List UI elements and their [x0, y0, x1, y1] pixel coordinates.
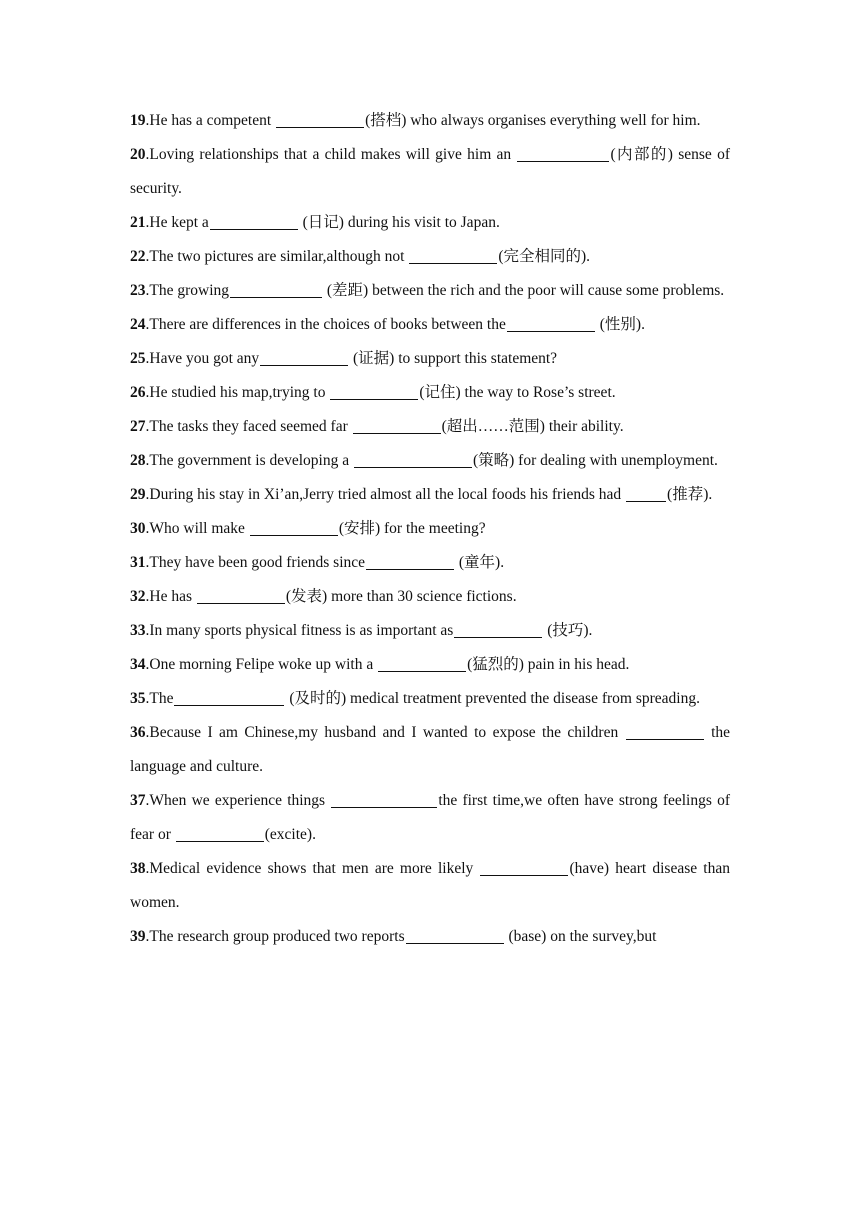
answer-blank[interactable]: [354, 449, 472, 468]
answer-blank[interactable]: [176, 823, 264, 842]
question-23: [130, 274, 730, 308]
question-number: 19: [130, 112, 146, 129]
question-text-after: (搭档) who always organises everything well for him.: [365, 112, 701, 129]
question-text-before: .Have you got any: [145, 350, 260, 367]
answer-blank[interactable]: [366, 551, 454, 570]
question-25: [130, 342, 730, 376]
answer-blank[interactable]: [378, 653, 466, 672]
question-text-before: .They have been good friends since: [145, 554, 366, 571]
question-text-before: .He kept a: [145, 214, 209, 231]
question-number: 34: [130, 656, 146, 673]
question-text-after: (猛烈的) pain in his head.: [467, 656, 630, 673]
question-32: [130, 580, 730, 614]
question-text-before: .In many sports physical fitness is as important as: [145, 622, 454, 639]
question-number: 26: [130, 384, 146, 401]
question-text-after: (日记) during his visit to Japan.: [298, 214, 500, 231]
question-text-after: the first time,we often have strong feelings of fear or: [130, 792, 730, 843]
question-text-before: .The tasks they faced seemed far: [145, 418, 352, 435]
answer-blank[interactable]: [260, 347, 348, 366]
question-20: [130, 138, 730, 206]
question-text-before: .The government is developing a: [145, 452, 353, 469]
question-number: 33: [130, 622, 146, 639]
question-number: 35: [130, 690, 146, 707]
question-text-before: .The research group produced two reports: [145, 928, 405, 945]
question-text-before: .When we experience things: [145, 792, 331, 809]
question-text-after: (性别).: [595, 316, 645, 333]
question-21: [130, 206, 730, 240]
answer-blank[interactable]: [626, 721, 704, 740]
question-number: 20: [130, 146, 146, 163]
question-text-after: (have) heart disease than women.: [130, 860, 730, 911]
question-number: 27: [130, 418, 146, 435]
question-number: 25: [130, 350, 146, 367]
question-text-before: .Medical evidence shows that men are more likely: [145, 860, 480, 877]
question-text-before: .One morning Felipe woke up with a: [145, 656, 378, 673]
question-number: 37: [130, 792, 146, 809]
question-36: [130, 716, 730, 784]
question-text-after: (完全相同的).: [498, 248, 591, 265]
question-text-after: (excite).: [264, 826, 316, 843]
answer-blank[interactable]: [517, 143, 609, 162]
question-text-before: .He has a competent: [145, 112, 276, 129]
answer-blank[interactable]: [330, 381, 418, 400]
question-33: [130, 614, 730, 648]
question-text-before: .The growing: [145, 282, 230, 299]
question-29: [130, 478, 730, 512]
question-text-after: (童年).: [455, 554, 505, 571]
question-text-before: .There are differences in the choices of books between the: [145, 316, 506, 333]
question-text-before: .During his stay in Xi’an,Jerry tried almost all the local foods his friends had: [145, 486, 626, 503]
question-text-after: (推荐).: [667, 486, 713, 503]
question-39: [130, 920, 730, 954]
question-text-before: .The two pictures are similar,although not: [145, 248, 409, 265]
question-text-after: (技巧).: [543, 622, 593, 639]
question-text-after: (超出……范围) their ability.: [441, 418, 624, 435]
answer-blank[interactable]: [480, 857, 568, 876]
question-26: [130, 376, 730, 410]
question-number: 23: [130, 282, 146, 299]
answer-blank[interactable]: [507, 313, 595, 332]
question-27: [130, 410, 730, 444]
question-text-before: .He studied his map,trying to: [145, 384, 330, 401]
answer-blank[interactable]: [406, 925, 504, 944]
answer-blank[interactable]: [331, 789, 437, 808]
question-number: 21: [130, 214, 146, 231]
answer-blank[interactable]: [626, 483, 666, 502]
question-text-after: the language and culture.: [130, 724, 731, 775]
question-text-after: (及时的) medical treatment prevented the disease from spreading.: [285, 690, 700, 707]
question-28: [130, 444, 730, 478]
answer-blank[interactable]: [210, 211, 298, 230]
question-text-before: .Because I am Chinese,my husband and I wanted to expose the children: [145, 724, 625, 741]
question-number: 38: [130, 860, 146, 877]
answer-blank[interactable]: [174, 687, 284, 706]
question-text-after: (base) on the survey,but: [504, 928, 657, 945]
question-30: [130, 512, 730, 546]
answer-blank[interactable]: [197, 585, 285, 604]
question-text-after: (发表) more than 30 science fictions.: [285, 588, 517, 605]
question-22: [130, 240, 730, 274]
answer-blank[interactable]: [276, 109, 364, 128]
answer-blank[interactable]: [250, 517, 338, 536]
question-number: 24: [130, 316, 146, 333]
question-number: 22: [130, 248, 146, 265]
question-24: [130, 308, 730, 342]
question-38: [130, 852, 730, 920]
question-number: 28: [130, 452, 146, 469]
question-19: [130, 104, 730, 138]
question-number: 39: [130, 928, 146, 945]
question-31: [130, 546, 730, 580]
question-number: 36: [130, 724, 146, 741]
question-text-before: .He has: [145, 588, 196, 605]
answer-blank[interactable]: [454, 619, 542, 638]
question-37: [130, 784, 730, 852]
question-text-after: (策略) for dealing with unemployment.: [472, 452, 718, 469]
question-number: 30: [130, 520, 146, 537]
question-number: 32: [130, 588, 146, 605]
question-text-before: .The: [145, 690, 174, 707]
question-text-after: (内部的) sense of security.: [130, 146, 730, 197]
document-page: [130, 104, 730, 954]
question-number: 31: [130, 554, 146, 571]
question-text-after: (差距) between the rich and the poor will cause some problems.: [323, 282, 725, 299]
question-text-after: (记住) the way to Rose’s street.: [419, 384, 616, 401]
question-text-before: .Loving relationships that a child makes will give him an: [145, 146, 517, 163]
question-text-before: .Who will make: [145, 520, 249, 537]
answer-blank[interactable]: [409, 245, 497, 264]
question-text-after: (安排) for the meeting?: [338, 520, 486, 537]
answer-blank[interactable]: [230, 279, 322, 298]
question-number: 29: [130, 486, 146, 503]
question-text-after: (证据) to support this statement?: [349, 350, 558, 367]
answer-blank[interactable]: [353, 415, 441, 434]
question-34: [130, 648, 730, 682]
question-35: [130, 682, 730, 716]
